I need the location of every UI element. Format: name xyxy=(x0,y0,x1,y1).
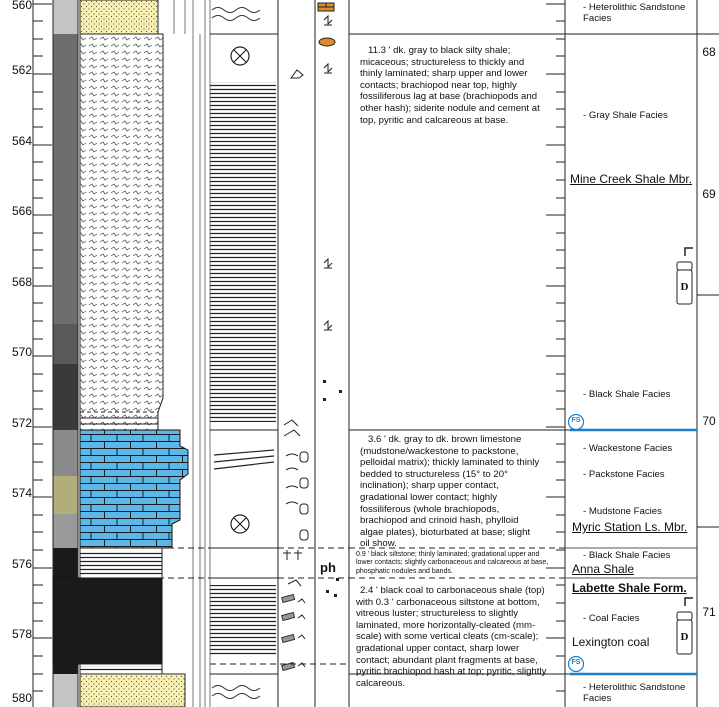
plant-icon xyxy=(283,550,302,560)
d-marker-icon xyxy=(677,248,693,304)
crinoid-icon xyxy=(300,504,308,514)
facies-label: - Heterolithic Sandstone Facies xyxy=(583,2,686,24)
facies-label: - Heterolithic Sandstone Facies xyxy=(583,682,686,704)
description-coal: 2.4 ' black coal to carbonaceous shale (top) with 0.3 ' carbonaceous siltstone at bottom, vitreous luster; structureless to slightly laminated, more horizontally-cleated (mm-scale) with some vertical cleats (cm-scale); gradational upper contact, sharp lower contact; abundant plant fragments at base, pyritic brachiopod hash at top; pyritic, slightly calcareous. xyxy=(356,585,547,689)
facies-label: - Black Shale Facies xyxy=(583,389,671,400)
depth-label: 576 xyxy=(11,557,32,571)
pyrite-icon xyxy=(324,16,332,330)
siderite-nodule-icon xyxy=(319,38,335,46)
description-limestone: 3.6 ' dk. gray to dk. brown limestone (mudstone/wackestone to packstone, pelloidal matrix); thickly laminated to thinly bedded to structureless (15° to 20° inclination); sharp upper contact, gradational lower contact; highly fossiliferous (whole brachiopods, brachiopod and crinoid hash, phylloid algae plates), bioturbated at base; slight oil show. xyxy=(360,434,540,550)
unit-labette: Labette Shale Form. xyxy=(572,581,687,595)
depth-label: 578 xyxy=(11,627,32,641)
description-siltstone: 0.9 ' black siltstone; thinly laminated; gradational upper and lower contacts; slightly carbonaceous and calcareous at base, phosphatic nodules and bands. xyxy=(356,551,549,575)
structures-column xyxy=(210,0,278,707)
depth-label: 566 xyxy=(11,204,32,218)
facies-label: - Wackestone Facies xyxy=(583,443,673,454)
fossil-circle-icon xyxy=(231,515,249,533)
facies-label: - Coal Facies xyxy=(583,613,640,624)
brachiopod-icon xyxy=(291,70,303,78)
crinoid-icon xyxy=(300,530,308,540)
facies-label: - Mudstone Facies xyxy=(583,506,662,517)
coal-fragment-icon xyxy=(282,595,295,671)
unit-lexington: Lexington coal xyxy=(572,635,650,649)
depth-label: 580 xyxy=(11,691,32,705)
depth-label: 574 xyxy=(11,486,32,500)
facies-label: - Black Shale Facies xyxy=(583,550,671,561)
facies-label: - Gray Shale Facies xyxy=(583,110,668,121)
sequence-label: 69 xyxy=(702,187,716,201)
d-marker-icon xyxy=(677,598,693,654)
depth-label: 570 xyxy=(11,345,32,359)
d-marker-label: D xyxy=(680,281,689,293)
depth-label: 564 xyxy=(11,134,32,148)
fossils-column xyxy=(282,0,315,707)
depth-label: 560 xyxy=(11,0,32,12)
d-marker-label: D xyxy=(680,631,689,643)
sequence-label: 70 xyxy=(702,414,716,428)
fs-marker-label: FS xyxy=(571,659,581,666)
unit-anna: Anna Shale xyxy=(572,562,635,576)
depth-ticks xyxy=(33,0,52,707)
phosphate-label: ph xyxy=(320,560,336,575)
unit-mine-creek: Mine Creek Shale Mbr. xyxy=(570,172,693,186)
unit-myric-station: Myric Station Ls. Mbr. xyxy=(572,520,688,534)
crinoid-icon xyxy=(300,478,308,488)
grain-size-lines xyxy=(174,0,210,707)
crinoid-icon xyxy=(300,452,308,462)
depth-label: 572 xyxy=(11,416,32,430)
fs-marker-label: FS xyxy=(571,417,581,424)
depth-label: 568 xyxy=(11,275,32,289)
brachiopod-icon xyxy=(284,420,300,436)
facies-label: - Packstone Facies xyxy=(583,469,665,480)
brachiopod-icon xyxy=(288,580,301,586)
sequence-ticks xyxy=(697,34,719,527)
depth-label: 562 xyxy=(11,63,32,77)
sequence-label: 68 xyxy=(702,45,716,59)
sequence-label: 71 xyxy=(702,605,716,619)
shell-hash-icon xyxy=(286,454,298,504)
description-gray-shale: 11.3 ' dk. gray to black silty shale; micaceous; structureless to thickly and thinly laminated; sharp upper and lower contacts; brachiopod near top, highly fossiliferous lag at base (brachiopods and other hash); siderite nodule and cement at top, pyritic and calcareous at base. xyxy=(360,45,540,126)
accessories-column xyxy=(318,0,349,707)
fossil-circle-icon xyxy=(231,47,249,65)
